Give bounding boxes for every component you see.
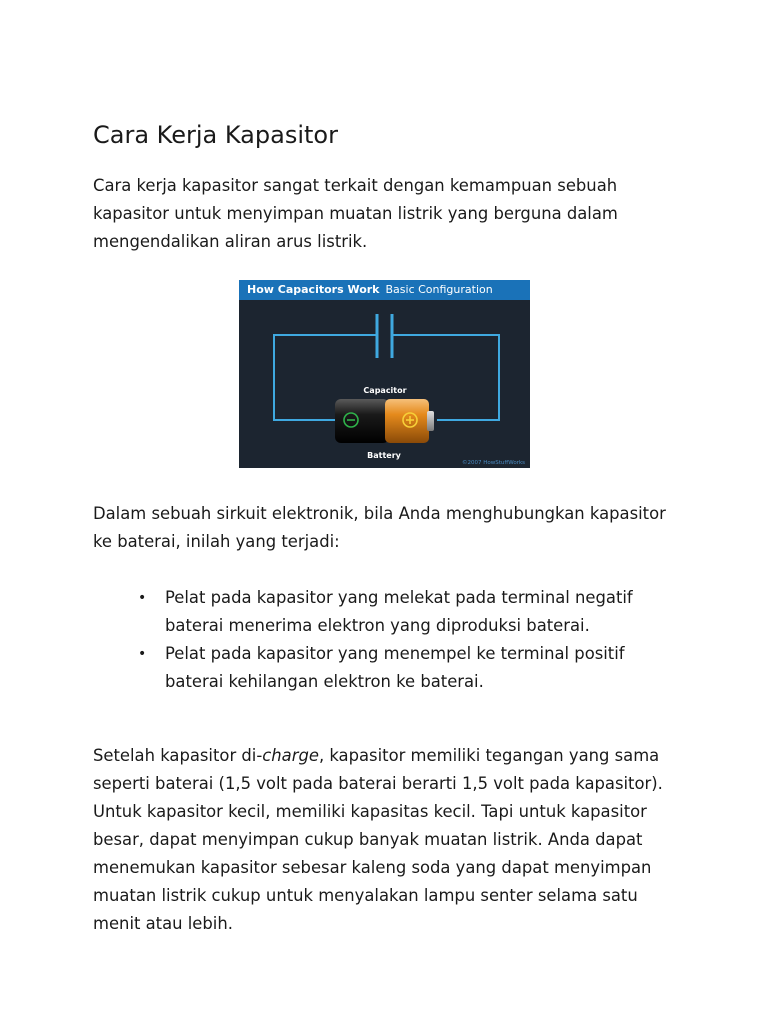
battery-label: Battery <box>367 451 401 460</box>
circuit-drawing <box>239 300 530 468</box>
bullet-list <box>93 584 683 696</box>
diagram-header-title: How Capacitors Work <box>247 283 380 296</box>
list-item: • Pelat pada kapasitor yang melekat pada terminal negatif baterai menerima elektron yang diproduksi baterai. <box>93 584 683 640</box>
copyright-text: ©2007 HowStuffWorks <box>462 460 525 466</box>
charge-term: charge <box>262 746 319 765</box>
bullet-icon: • <box>138 590 147 606</box>
closing-paragraph: Setelah kapasitor di-charge, kapasitor memiliki tegangan yang sama seperti baterai (1,5 volt pada baterai berarti 1,5 volt pada kapasitor). Untuk kapasitor kecil, memiliki kapasitas kecil. Tapi untuk kapasitor besar, dapat menyimpan cukup banyak muatan listrik. Anda dapat menemukan kapasitor sebesar kaleng soda yang dapat menyimpan muatan listrik cukup untuk menyalakan lampu senter selama satu menit atau lebih. <box>93 746 663 933</box>
intro-paragraph: Cara kerja kapasitor sangat terkait dengan kemampuan sebuah kapasitor untuk menyimpan muatan listrik yang berguna dalam mengendalikan aliran arus listrik. <box>93 176 618 251</box>
diagram-header-subtitle: Basic Configuration <box>385 283 493 296</box>
capacitor-diagram <box>239 280 530 468</box>
circuit-intro-paragraph: Dalam sebuah sirkuit elektronik, bila Anda menghubungkan kapasitor ke baterai, inilah yang terjadi: <box>93 504 666 551</box>
capacitor-label: Capacitor <box>363 386 407 395</box>
diagram-header <box>239 280 530 300</box>
battery <box>335 399 434 443</box>
capacitor-plates <box>377 314 392 358</box>
page-title: Cara Kerja Kapasitor <box>93 121 338 149</box>
list-item: • Pelat pada kapasitor yang menempel ke terminal positif baterai kehilangan elektron ke baterai. <box>93 640 683 696</box>
bullet-icon: • <box>138 646 147 662</box>
